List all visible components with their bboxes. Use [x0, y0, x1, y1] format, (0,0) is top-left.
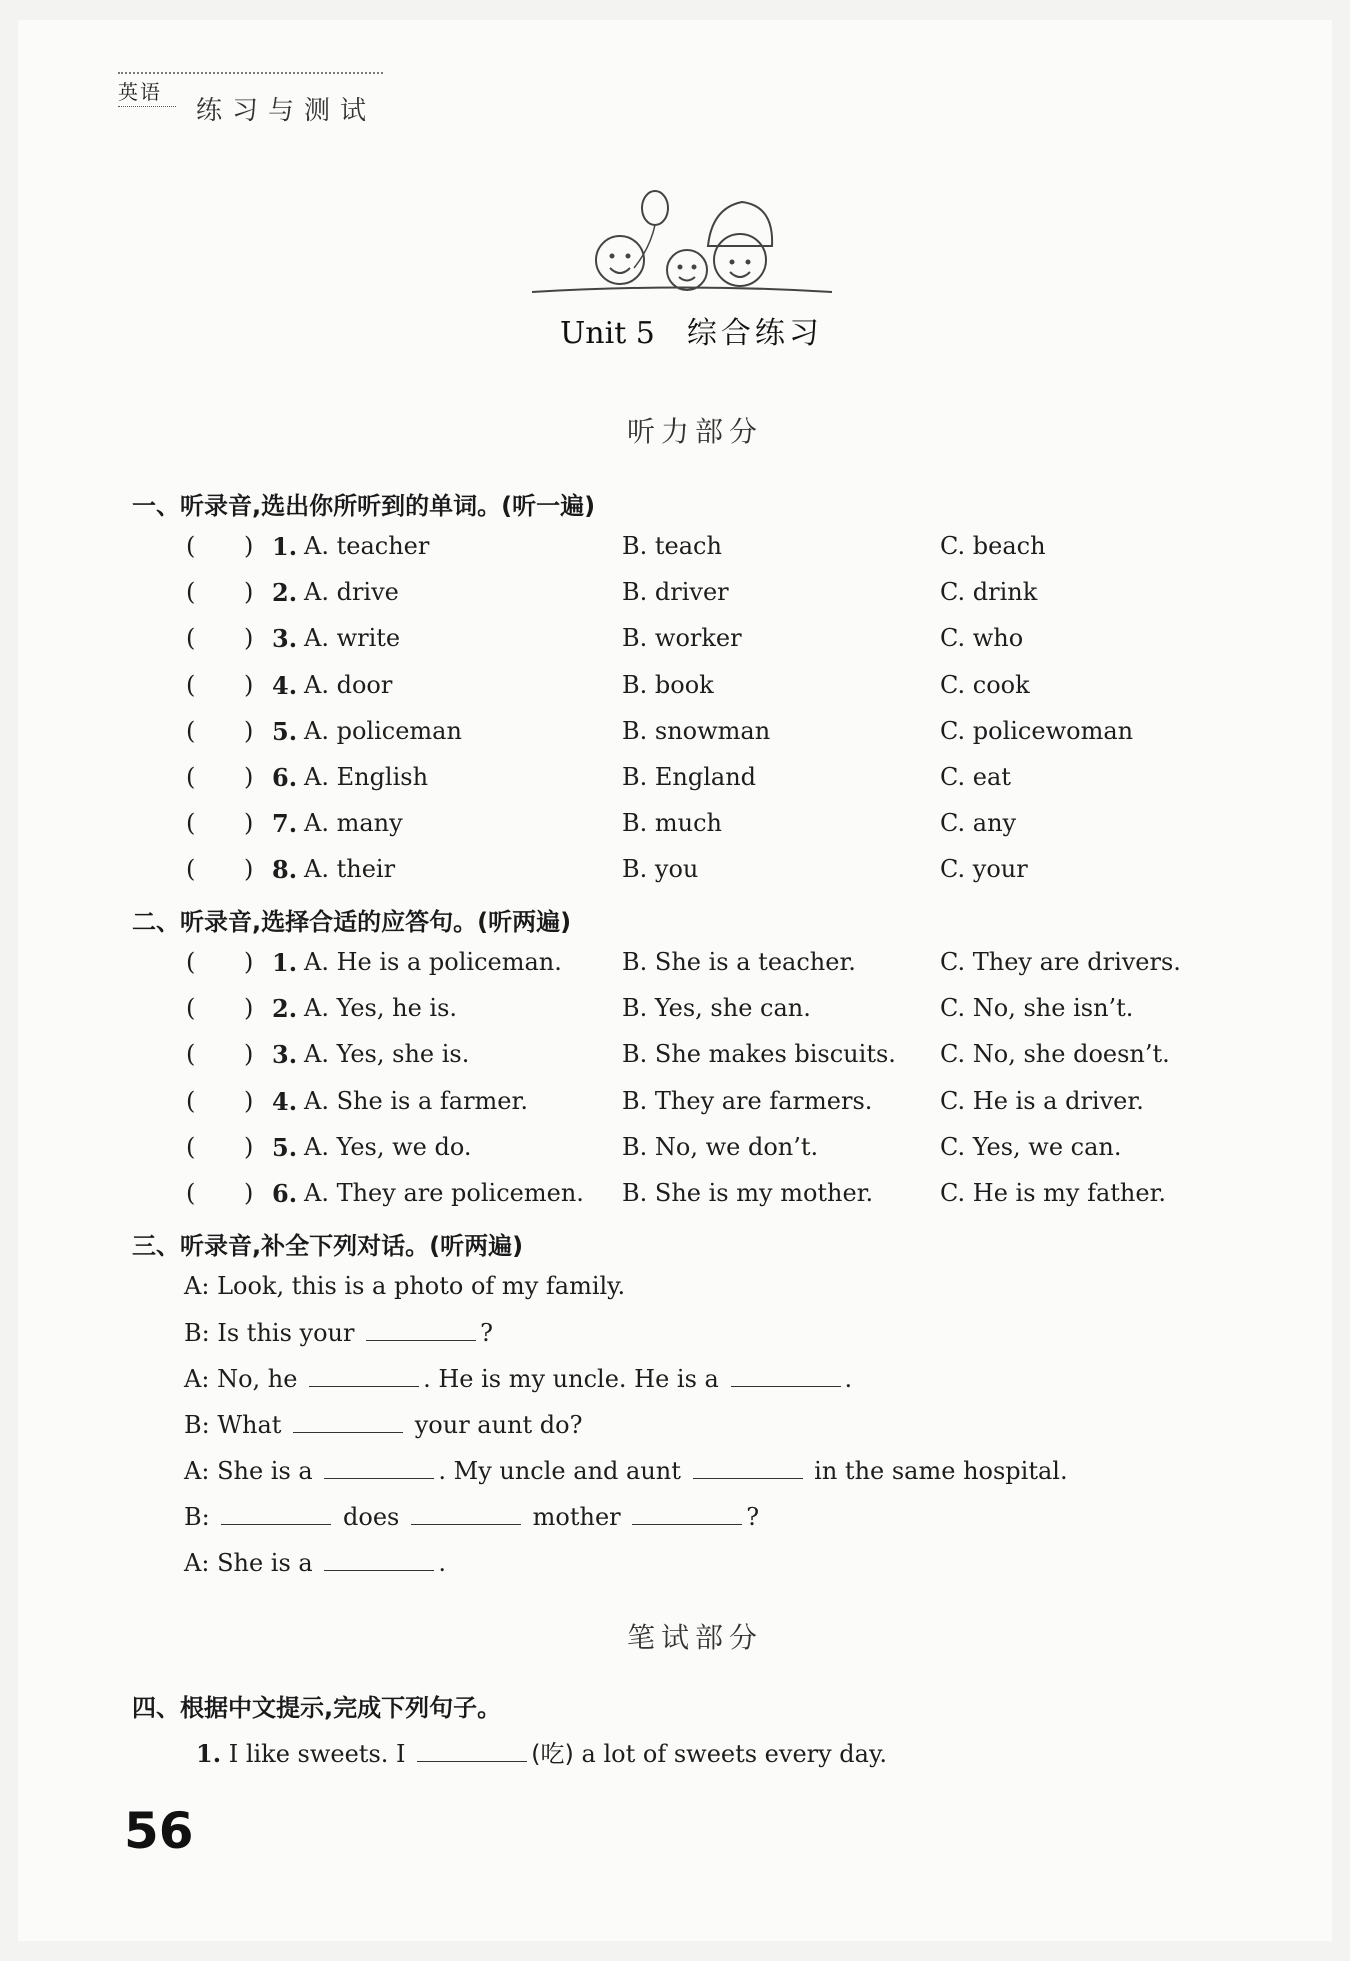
question-row: [0, 855, 1350, 895]
question-row: [0, 671, 1350, 711]
speaker: B:: [184, 1319, 210, 1347]
question-number: 6.: [272, 763, 298, 792]
option-c[interactable]: C. He is my father.: [940, 1179, 1167, 1207]
option-c[interactable]: C. cook: [940, 670, 1030, 699]
option-c[interactable]: C. No, she doesn’t.: [940, 1040, 1170, 1069]
sentence-item: [196, 1734, 887, 1769]
speaker: A:: [184, 1365, 210, 1393]
option-c[interactable]: C. beach: [940, 532, 1046, 560]
answer-bracket-close: ): [244, 855, 254, 884]
answer-blank[interactable]: [417, 1739, 527, 1762]
option-a[interactable]: A. English: [304, 763, 429, 791]
page-number: 56: [124, 1802, 194, 1860]
question-number: 8.: [272, 855, 298, 885]
question-row: [0, 532, 1350, 572]
dialogue-text: does: [343, 1503, 400, 1531]
question-row: [0, 1179, 1350, 1219]
dialogue-text: No, he: [217, 1365, 298, 1393]
unit-number: Unit 5: [560, 316, 655, 351]
chinese-hint: (吃): [531, 1740, 574, 1768]
question-row: [0, 1087, 1350, 1127]
answer-bracket-open[interactable]: (: [186, 670, 196, 699]
option-b[interactable]: B. book: [622, 670, 714, 699]
dialogue-text: in the same hospital.: [814, 1457, 1068, 1485]
option-a[interactable]: A. policeman: [304, 716, 462, 745]
question-number: 3.: [272, 1040, 298, 1070]
dialogue-line: [184, 1502, 759, 1531]
dialogue-text: . He is my uncle. He is a: [423, 1365, 719, 1393]
dialogue-text: She is a: [217, 1457, 313, 1485]
speaker: B:: [184, 1503, 210, 1531]
question-row: [0, 1133, 1350, 1173]
option-c[interactable]: C. He is a driver.: [940, 1086, 1144, 1115]
option-b[interactable]: B. They are farmers.: [622, 1086, 873, 1115]
answer-bracket-close: ): [244, 716, 254, 745]
option-a[interactable]: A. He is a policeman.: [304, 948, 562, 976]
dialogue-text: . My uncle and aunt: [438, 1457, 681, 1485]
question-number: 2.: [272, 994, 298, 1024]
answer-bracket-close: ): [244, 994, 254, 1023]
dialogue-line: [184, 1410, 582, 1439]
option-a[interactable]: A. Yes, he is.: [304, 994, 458, 1023]
dialogue-line: [184, 1456, 1068, 1485]
dialogue-text: .: [438, 1549, 447, 1577]
dialogue-text: ?: [480, 1319, 493, 1347]
sentence-text: a lot of sweets every day.: [581, 1740, 887, 1768]
section3-heading: 三、听录音,补全下列对话。(听两遍): [132, 1232, 524, 1260]
dialogue-line: [184, 1364, 852, 1393]
answer-blank[interactable]: [221, 1502, 331, 1525]
answer-bracket-close: ): [244, 948, 254, 976]
answer-bracket-open[interactable]: (: [186, 1040, 196, 1069]
question-number: 3.: [272, 624, 298, 654]
question-row: [0, 717, 1350, 757]
header-rule: [118, 72, 383, 74]
question-number: 6.: [272, 1179, 298, 1208]
section1-heading: 一、听录音,选出你所听到的单词。(听一遍): [132, 492, 596, 520]
answer-bracket-open[interactable]: (: [186, 532, 196, 560]
answer-bracket-close: ): [244, 1132, 254, 1161]
question-number: 5.: [272, 716, 298, 746]
answer-bracket-close: ): [244, 578, 254, 607]
answer-bracket-open[interactable]: (: [186, 1086, 196, 1115]
unit-name: 综合练习: [686, 316, 823, 351]
question-row: [0, 948, 1350, 988]
dialogue-text: your aunt do?: [414, 1411, 583, 1439]
option-b[interactable]: B. driver: [622, 578, 729, 607]
answer-blank[interactable]: [309, 1364, 419, 1387]
question-row: [0, 1040, 1350, 1080]
option-c[interactable]: C. They are drivers.: [940, 948, 1181, 976]
option-c[interactable]: C. eat: [940, 763, 1011, 791]
answer-bracket-close: ): [244, 1040, 254, 1069]
option-b[interactable]: B. snowman: [622, 716, 771, 745]
option-b[interactable]: B. teach: [622, 532, 722, 560]
listening-section-title: 听力部分: [626, 415, 763, 448]
option-a[interactable]: A. teacher: [304, 532, 430, 560]
option-c[interactable]: C. drink: [940, 578, 1038, 607]
dialogue-text: Is this your: [217, 1319, 355, 1347]
question-number: 1.: [272, 532, 298, 561]
option-c[interactable]: C. Yes, we can.: [940, 1132, 1122, 1161]
option-a[interactable]: A. their: [304, 855, 396, 884]
answer-blank[interactable]: [411, 1502, 521, 1525]
question-row: [0, 994, 1350, 1034]
answer-blank[interactable]: [324, 1456, 434, 1479]
answer-bracket-close: ): [244, 532, 254, 560]
dialogue-text: mother: [532, 1503, 621, 1531]
option-c[interactable]: C. any: [940, 809, 1017, 838]
question-row: [0, 809, 1350, 849]
answer-bracket-close: ): [244, 809, 254, 838]
answer-bracket-close: ): [244, 1179, 254, 1207]
question-row: [0, 578, 1350, 618]
question-number: 4.: [272, 670, 298, 700]
answer-bracket-open[interactable]: (: [186, 716, 196, 745]
answer-blank[interactable]: [731, 1364, 841, 1387]
option-a[interactable]: A. Yes, we do.: [304, 1132, 472, 1161]
dialogue-text: .: [844, 1365, 853, 1393]
answer-bracket-open[interactable]: (: [186, 809, 196, 838]
answer-bracket-open[interactable]: (: [186, 855, 196, 884]
speaker: B:: [184, 1411, 210, 1439]
section4-heading: 四、根据中文提示,完成下列句子。: [132, 1694, 502, 1722]
question-row: [0, 624, 1350, 664]
answer-bracket-open[interactable]: (: [186, 763, 196, 791]
dialogue-line: [184, 1548, 446, 1577]
answer-bracket-close: ): [244, 670, 254, 699]
option-b[interactable]: B. you: [622, 855, 699, 884]
option-a[interactable]: A. write: [304, 624, 401, 653]
option-b[interactable]: B. England: [622, 763, 757, 791]
option-a[interactable]: A. door: [304, 670, 393, 699]
answer-bracket-close: ): [244, 1086, 254, 1115]
option-a[interactable]: A. many: [304, 809, 403, 838]
option-c[interactable]: C. No, she isn’t.: [940, 994, 1134, 1023]
option-b[interactable]: B. worker: [622, 624, 742, 653]
speaker: A:: [184, 1457, 210, 1485]
answer-bracket-open[interactable]: (: [186, 948, 196, 976]
sentence-text: I like sweets. I: [228, 1740, 406, 1768]
option-c[interactable]: C. who: [940, 624, 1024, 653]
option-b[interactable]: B. No, we don’t.: [622, 1132, 819, 1161]
option-b[interactable]: B. She is a teacher.: [622, 948, 856, 976]
kids-illustration: [532, 188, 832, 308]
answer-blank[interactable]: [632, 1502, 742, 1525]
answer-bracket-open[interactable]: (: [186, 1179, 196, 1207]
dialogue-text: What: [217, 1411, 282, 1439]
question-number: 5.: [272, 1132, 298, 1162]
item-number: 1.: [196, 1739, 222, 1768]
answer-blank[interactable]: [693, 1456, 803, 1479]
option-a[interactable]: A. Yes, she is.: [304, 1040, 470, 1069]
question-number: 1.: [272, 948, 298, 977]
answer-bracket-open[interactable]: (: [186, 578, 196, 607]
book-title: 练习与测试: [196, 96, 377, 126]
answer-blank[interactable]: [324, 1548, 434, 1571]
unit-title: [560, 308, 823, 352]
dialogue-line: [184, 1272, 625, 1300]
option-a[interactable]: A. She is a farmer.: [304, 1086, 528, 1115]
answer-bracket-open[interactable]: (: [186, 994, 196, 1023]
question-number: 4.: [272, 1086, 298, 1116]
option-c[interactable]: C. policewoman: [940, 716, 1134, 745]
question-number: 2.: [272, 578, 298, 608]
dialogue-text: She is a: [217, 1549, 313, 1577]
answer-bracket-open[interactable]: (: [186, 1132, 196, 1161]
section2-heading: 二、听录音,选择合适的应答句。(听两遍): [132, 908, 572, 936]
dialogue-text: ?: [746, 1503, 760, 1531]
answer-blank[interactable]: [366, 1318, 476, 1341]
answer-bracket-close: ): [244, 624, 254, 653]
option-b[interactable]: B. much: [622, 809, 723, 838]
question-row: [0, 763, 1350, 803]
speaker: A:: [184, 1549, 210, 1577]
answer-bracket-open[interactable]: (: [186, 624, 196, 653]
dialogue-text: Look, this is a photo of my family.: [217, 1272, 626, 1300]
answer-bracket-close: ): [244, 763, 254, 791]
question-number: 7.: [272, 809, 298, 839]
option-b[interactable]: B. She is my mother.: [622, 1179, 874, 1207]
subject-label: 英语: [118, 76, 176, 107]
option-a[interactable]: A. They are policemen.: [304, 1179, 584, 1207]
answer-blank[interactable]: [293, 1410, 403, 1433]
option-c[interactable]: C. your: [940, 855, 1028, 884]
option-b[interactable]: B. Yes, she can.: [622, 994, 811, 1023]
option-b[interactable]: B. She makes biscuits.: [622, 1040, 896, 1069]
option-a[interactable]: A. drive: [304, 578, 399, 607]
speaker: A:: [184, 1272, 210, 1300]
writing-section-title: 笔试部分: [626, 1621, 763, 1654]
dialogue-line: [184, 1318, 493, 1347]
